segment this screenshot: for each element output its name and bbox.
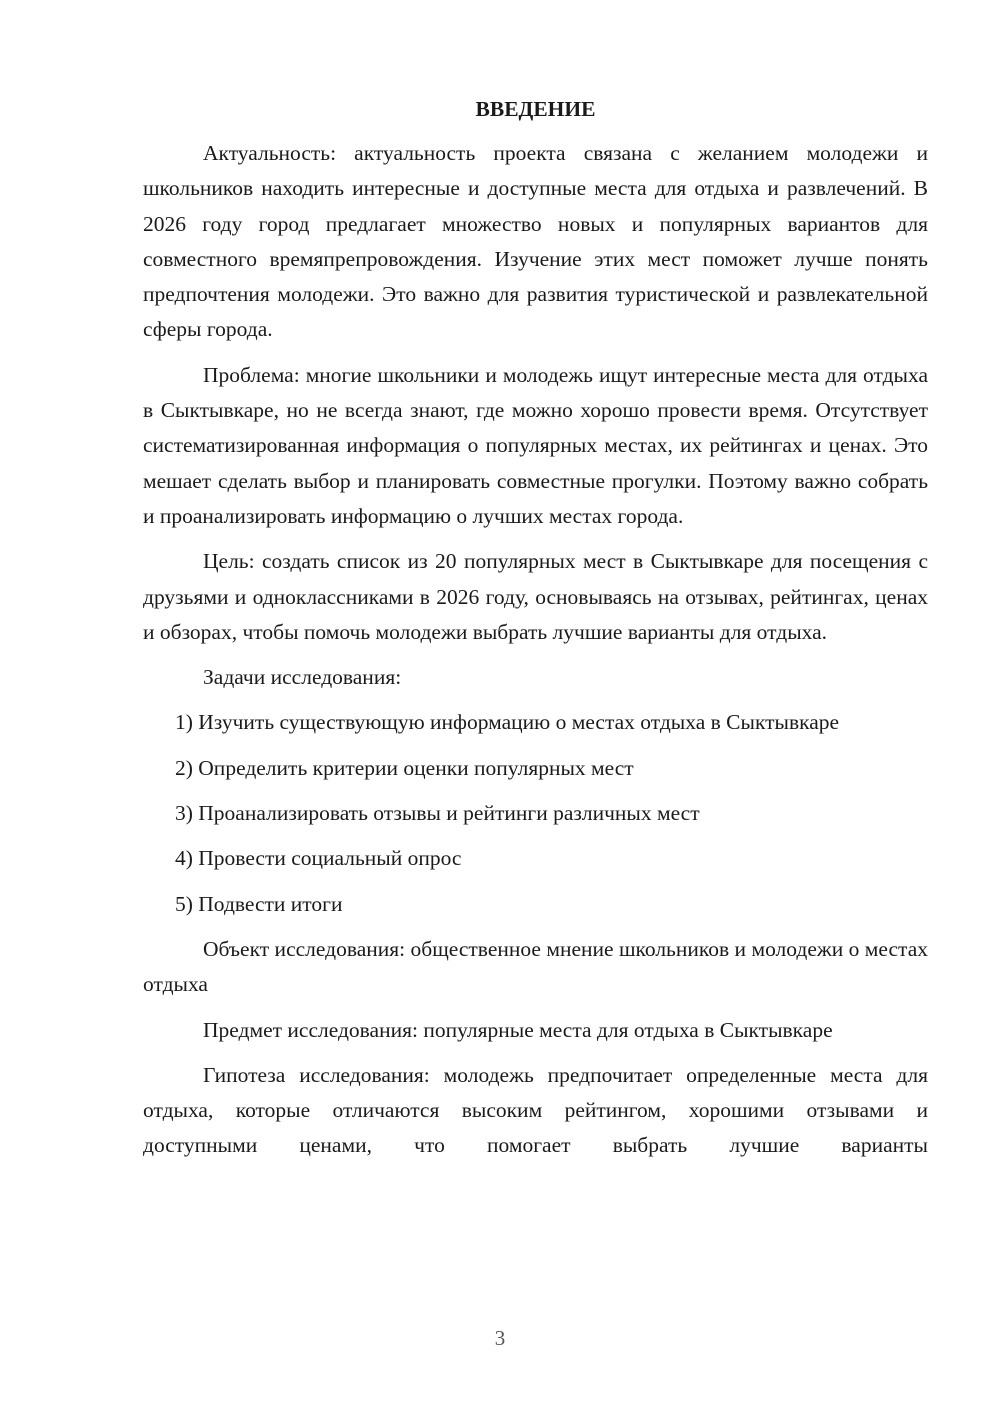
tasks-list — [143, 705, 928, 921]
goal-paragraph: Цель: создать список из 20 популярных мест в Сыктывкаре для посещения с друзьями и одноклассниками в 2026 году, основываясь на отзывах, рейтингах, ценах и обзорах, чтобы помочь молодежи выбрать лучшие варианты для отдыха. — [143, 549, 928, 644]
relevance-paragraph: Актуальность: актуальность проекта связана с желанием молодежи и школьников находить интересные и доступные места для отдыха и развлечений. В 2026 году город предлагает множество новых и популярных вариантов для совместного времяпрепровождения. Изучение этих мест поможет лучше понять предпочтения молодежи. Это важно для развития туристической и развлекательной сферы города. — [143, 141, 928, 342]
document-title: ВВЕДЕНИЕ — [475, 97, 596, 121]
subject-paragraph: Предмет исследования: популярные места для отдыха в Сыктывкаре — [203, 1017, 833, 1042]
page-number: 3 — [494, 1326, 506, 1350]
hypothesis-paragraph: Гипотеза исследования: молодежь предпочитает определенные места для отдыха, которые отличаются высоким рейтингом, хорошими отзывами и доступными ценами, что помогает выбрать лучшие варианты — [143, 1062, 928, 1158]
task-item: 1) Изучить существующую информацию о местах отдыха в Сыктывкаре — [175, 710, 840, 735]
object-paragraph: Объект исследования: общественное мнение школьников и молодежи о местах отдыха — [143, 936, 928, 997]
document-page — [143, 92, 928, 1174]
task-item: 4) Провести социальный опрос — [175, 846, 462, 871]
task-item: 3) Проанализировать отзывы и рейтинги различных мест — [175, 801, 700, 826]
task-item: 5) Подвести итоги — [175, 891, 343, 916]
problem-paragraph: Проблема: многие школьники и молодежь ищут интересные места для отдыха в Сыктывкаре, но не всегда знают, где можно хорошо провести время. Отсутствует систематизированная информация о популярных местах, их рейтингах и ценах. Это мешает сделать выбор и планировать совместные прогулки. Поэтому важно собрать и проанализировать информацию о лучших местах города. — [143, 362, 928, 528]
tasks-heading: Задачи исследования: — [203, 665, 402, 690]
task-item: 2) Определить критерии оценки популярных мест — [175, 755, 634, 780]
